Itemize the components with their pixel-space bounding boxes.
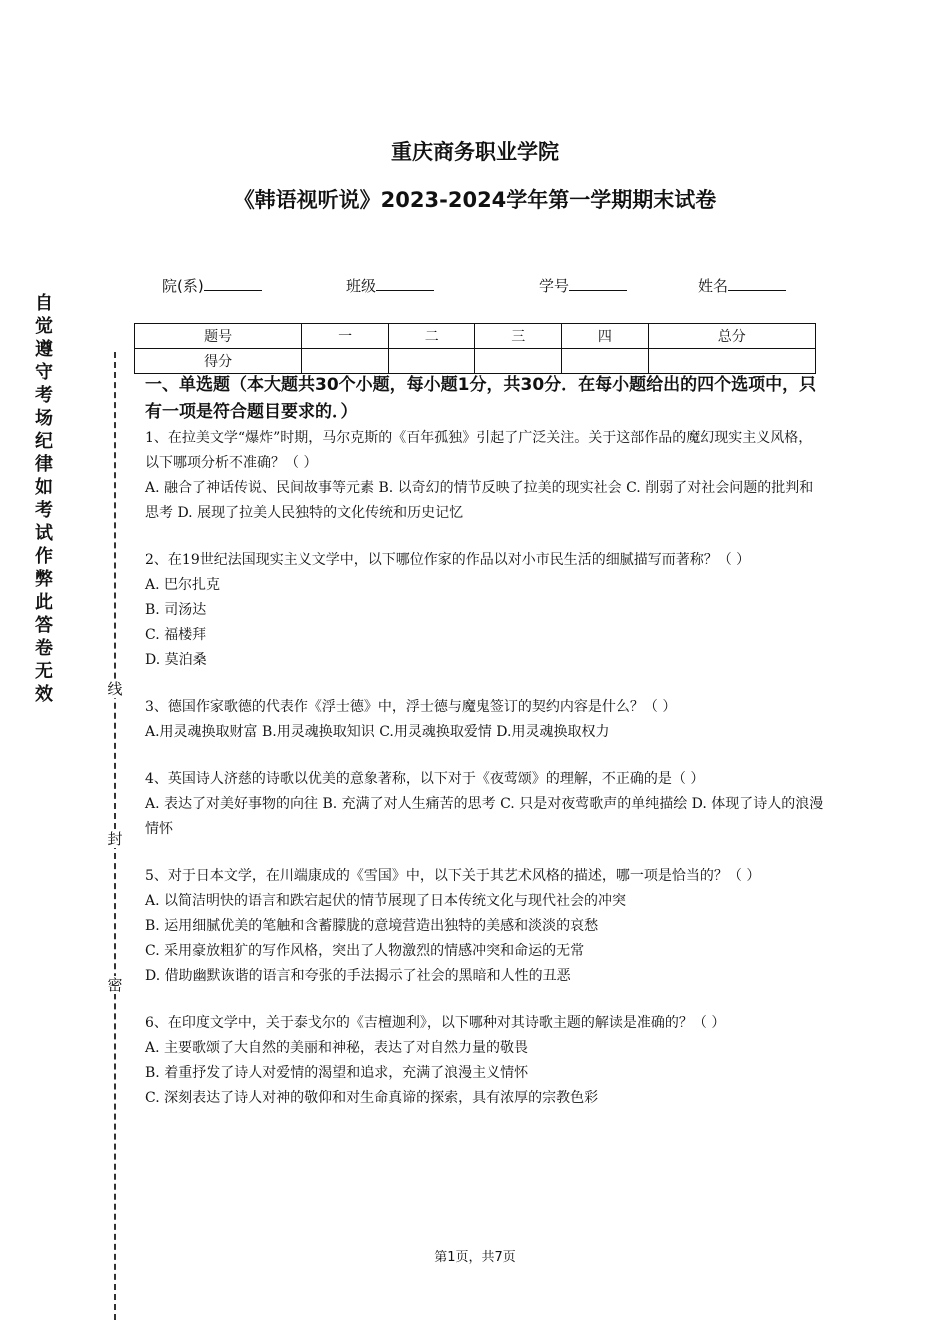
option-a[interactable]: A. 巴尔扎克 xyxy=(145,577,221,593)
question-2 xyxy=(145,548,825,673)
option-c[interactable]: C. 采用豪放粗犷的写作风格，突出了人物激烈的情感冲突和命运的无常 xyxy=(145,943,585,959)
question-stem: 1、在拉美文学“爆炸”时期，马尔克斯的《百年孤独》引起了广泛关注。关于这部作品的魔幻现实主义风格，以下哪项分析不准确？（ ） xyxy=(145,430,813,471)
score-cell[interactable] xyxy=(475,349,562,374)
option-c[interactable]: C. 福楼拜 xyxy=(145,627,207,643)
score-cell[interactable] xyxy=(388,349,475,374)
option-d[interactable]: D. 借助幽默诙谐的语言和夸张的手法揭示了社会的黑暗和人性的丑恶 xyxy=(145,968,571,984)
option-a[interactable]: A. 主要歌颂了大自然的美丽和神秘，表达了对自然力量的敬畏 xyxy=(145,1040,529,1056)
score-table-score-row xyxy=(135,349,816,374)
seal-mark-seal: 封 xyxy=(107,830,123,848)
name-blank[interactable] xyxy=(728,276,786,291)
info-student-id: 学号 xyxy=(539,275,627,296)
score-header-cell: 二 xyxy=(388,324,475,349)
score-header-cell: 四 xyxy=(562,324,649,349)
option-b[interactable]: B. 运用细腻优美的笔触和含蓄朦胧的意境营造出独特的美感和淡淡的哀愁 xyxy=(145,918,599,934)
info-name: 姓名 xyxy=(698,275,786,296)
score-row-label: 得分 xyxy=(135,349,302,374)
option-b[interactable]: B. 着重抒发了诗人对爱情的渴望和追求，充满了浪漫主义情怀 xyxy=(145,1065,529,1081)
score-header-cell: 题号 xyxy=(135,324,302,349)
question-options[interactable]: A. 融合了神话传说、民间故事等元素 B. 以奇幻的情节反映了拉美的现实社会 C. 削弱了对社会问题的批判和思考 D. 展现了拉美人民独特的文化传统和历史记忆 xyxy=(145,480,814,521)
score-cell[interactable] xyxy=(302,349,389,374)
question-stem: 3、德国作家歌德的代表作《浮士德》中，浮士德与魔鬼签订的契约内容是什么？（ ） xyxy=(145,699,677,715)
exam-content xyxy=(145,372,825,1111)
question-5 xyxy=(145,864,825,989)
option-b[interactable]: B. 司汤达 xyxy=(145,602,207,618)
question-6 xyxy=(145,1011,825,1111)
department-blank[interactable] xyxy=(204,276,262,291)
score-table xyxy=(134,323,816,374)
score-cell[interactable] xyxy=(648,349,815,374)
exam-title: 《韩语视听说》2023-2024学年第一学期期末试卷 xyxy=(233,188,717,212)
question-stem: 2、在19世纪法国现实主义文学中，以下哪位作家的作品以对小市民生活的细腻描写而著称？（ ） xyxy=(145,552,751,568)
score-header-cell: 三 xyxy=(475,324,562,349)
seal-mark-secret: 密 xyxy=(107,976,123,994)
score-header-cell: 总分 xyxy=(648,324,815,349)
school-name: 重庆商务职业学院 xyxy=(391,140,559,164)
question-options[interactable]: A. 表达了对美好事物的向往 B. 充满了对人生痛苦的思考 C. 只是对夜莺歌声的单纯描绘 D. 体现了诗人的浪漫情怀 xyxy=(145,796,824,837)
info-class: 班级 xyxy=(346,275,434,296)
option-a[interactable]: A. 以简洁明快的语言和跌宕起伏的情节展现了日本传统文化与现代社会的冲突 xyxy=(145,893,627,909)
seal-mark-line: 线 xyxy=(107,680,123,698)
question-3 xyxy=(145,695,825,745)
section-title: 一、单选题（本大题共30个小题，每小题1分，共30分．在每小题给出的四个选项中，只有一项是符合题目要求的．） xyxy=(145,375,817,422)
student-id-blank[interactable] xyxy=(569,276,627,291)
question-stem: 6、在印度文学中，关于泰戈尔的《吉檀迦利》，以下哪种对其诗歌主题的解读是准确的？（ ） xyxy=(145,1015,726,1031)
question-1 xyxy=(145,426,825,526)
info-department: 院(系) xyxy=(162,275,262,296)
score-table-header-row xyxy=(135,324,816,349)
class-blank[interactable] xyxy=(376,276,434,291)
exam-discipline-notice: 自觉遵守考场纪律如考试作弊此答卷无效 xyxy=(35,293,53,705)
question-stem: 5、对于日本文学，在川端康成的《雪国》中，以下关于其艺术风格的描述，哪一项是恰当的？（ ） xyxy=(145,868,761,884)
page-footer: 第1页，共7页 xyxy=(434,1250,516,1265)
question-options[interactable]: A.用灵魂换取财富 B.用灵魂换取知识 C.用灵魂换取爱情 D.用灵魂换取权力 xyxy=(145,724,610,740)
question-stem: 4、英国诗人济慈的诗歌以优美的意象著称，以下对于《夜莺颂》的理解，不正确的是（ ） xyxy=(145,771,705,787)
score-cell[interactable] xyxy=(562,349,649,374)
option-d[interactable]: D. 莫泊桑 xyxy=(145,652,207,668)
question-4 xyxy=(145,767,825,842)
score-header-cell: 一 xyxy=(302,324,389,349)
option-c[interactable]: C. 深刻表达了诗人对神的敬仰和对生命真谛的探索，具有浓厚的宗教色彩 xyxy=(145,1090,599,1106)
